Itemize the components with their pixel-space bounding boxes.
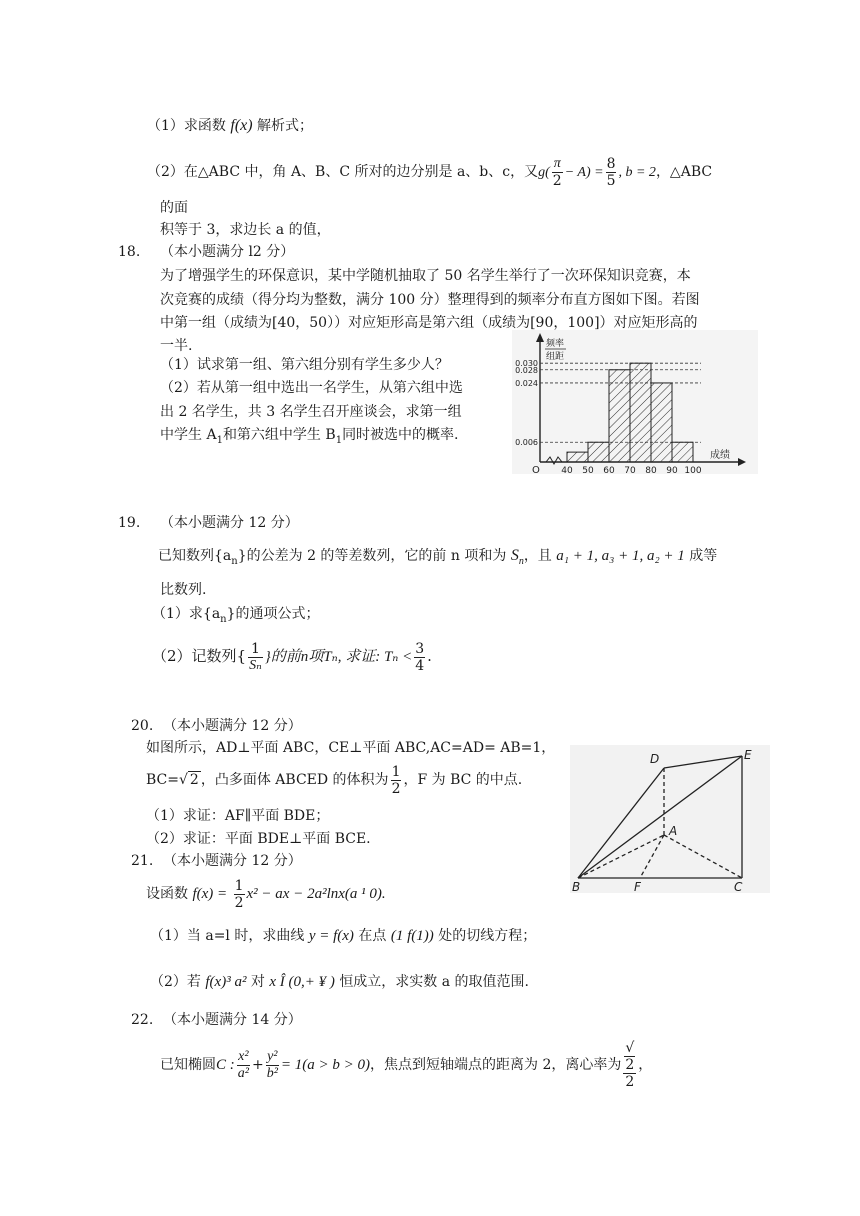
x-tick-label: 100 bbox=[684, 466, 702, 474]
x-tick-label: 60 bbox=[603, 466, 615, 474]
q18-number: 18. bbox=[118, 244, 141, 260]
q21-number: 21. bbox=[131, 853, 154, 869]
q22-header: （本小题满分 14 分） bbox=[163, 1012, 302, 1028]
q19-header: （本小题满分 12 分） bbox=[160, 515, 299, 531]
q19-number: 19. bbox=[118, 515, 141, 531]
q21-intro: 设函数 f(x) = $\frac{1}{2}$ x² − ax − 2a²lnx(a ¹ 0). bbox=[146, 877, 386, 911]
q18-intro-2: 次竞赛的成绩（得分均为整数，满分 100 分）整理得到的频率分布直方图如下图。若图 bbox=[160, 292, 700, 308]
histogram-bar bbox=[609, 370, 630, 462]
q18-part-2c: 中学生 $A_1$和第六组中学生 $B_1$同时被选中的概率. bbox=[160, 427, 459, 446]
q22-number: 22. bbox=[131, 1012, 154, 1028]
edge-DE bbox=[664, 756, 742, 768]
q20-header: （本小题满分 12 分） bbox=[163, 718, 302, 734]
origin-label: O bbox=[532, 465, 540, 474]
q21-part-1: （1）当 a=l 时，求曲线 y = f(x) 在点 (1 f(1)) 处的切线方程； bbox=[150, 928, 537, 944]
label-F: F bbox=[634, 880, 641, 893]
y-tick-label: 0.028 bbox=[515, 365, 538, 375]
one-over-Sn: $\frac{1}{\text{Sₙ}}$ bbox=[249, 640, 262, 673]
edge-BA bbox=[578, 835, 664, 878]
x-tick-label: 90 bbox=[666, 466, 678, 474]
q19-intro: 已知数列$\{a_n\}$的公差为 2 的等差数列，它的前 n 项和为 $S_n$，且 a₁ + 1, a₃ + 1, a₂ + 1 成等 bbox=[158, 547, 718, 567]
x-axis-arrow bbox=[738, 458, 746, 466]
y-tick-label: 0.024 bbox=[515, 378, 538, 388]
label-C: C bbox=[734, 880, 743, 893]
eight-fifths: $\frac{8}{5}$ bbox=[606, 155, 616, 189]
histogram-bar bbox=[672, 442, 693, 462]
edge-BE bbox=[578, 756, 742, 878]
x2-over-a2: $\frac{\text{x²}}{\text{a²}}$ bbox=[237, 1048, 249, 1081]
q21-header: （本小题满分 12 分） bbox=[163, 853, 302, 869]
sqrt2-over-2: √ 2 2 bbox=[625, 1040, 635, 1090]
pi-over-2: $\frac{\pi}{2}$ bbox=[552, 155, 562, 189]
y-axis-label-bottom: 组距 bbox=[546, 352, 565, 362]
y-axis-label-top: 频率 bbox=[546, 339, 565, 349]
q21-part-2: （2）若 f(x)³ a² 对 x Î (0,+ ¥ ) 恒成立，求实数 a 的取值范围. bbox=[150, 974, 530, 990]
q18-intro-3: 中第一组（成绩为[40，50））对应矩形高是第六组（成绩为[90，100]）对应矩形高的 bbox=[160, 315, 698, 331]
x-tick-label: 50 bbox=[582, 466, 594, 474]
one-half: $\frac{1}{2}$ bbox=[391, 763, 401, 797]
polyhedron-figure bbox=[570, 745, 770, 893]
x-tick-label: 40 bbox=[561, 466, 573, 474]
q18-intro-4: 一半. bbox=[160, 338, 193, 354]
q17-line2: 的面 bbox=[160, 200, 188, 216]
q18-intro-1: 为了增强学生的环保意识，某中学随机抽取了 50 名学生举行了一次环保知识竞赛，本 bbox=[160, 268, 691, 284]
edge-AC bbox=[664, 835, 742, 878]
q20-intro-2: BC=√ 2 ，凸多面体 ABCED 的体积为 $\frac{1}{2}$ ，F 为 BC 的中点. bbox=[146, 763, 523, 797]
q20-part-1: （1）求证：AF∥平面 BDE； bbox=[146, 808, 330, 824]
one-half-21: $\frac{1}{2}$ bbox=[234, 877, 244, 911]
q20-number: 20. bbox=[131, 718, 154, 734]
q18-part-2b: 出 2 名学生，共 3 名学生召开座谈会，求第一组 bbox=[160, 404, 462, 420]
q19-part-2: （2）记数列{ $\frac{1}{\text{Sₙ}}$ }的前n项Tₙ, 求证: Tₙ < $\frac{3}{4}$ . bbox=[152, 640, 432, 674]
q18-part-1: （1）试求第一组、第六组分别有学生多少人？ bbox=[160, 357, 449, 373]
label-E: E bbox=[744, 748, 752, 762]
label-D: D bbox=[650, 752, 660, 766]
label-B: B bbox=[572, 880, 581, 893]
frequency-histogram bbox=[512, 330, 758, 474]
q18-header: （本小题满分 l2 分） bbox=[160, 244, 295, 260]
edge-AF bbox=[640, 835, 664, 878]
histogram-bar bbox=[588, 442, 609, 462]
three-fourths: $\frac{3}{4}$ bbox=[415, 640, 425, 674]
histogram-bar bbox=[630, 363, 651, 462]
x-tick-label: 70 bbox=[624, 466, 636, 474]
x-axis-label: 成绩 bbox=[710, 450, 730, 461]
histogram-bar bbox=[567, 452, 588, 462]
y-tick-label: 0.006 bbox=[515, 438, 538, 448]
q20-part-2: （2）求证：平面 BDE⊥平面 BCE. bbox=[146, 831, 371, 847]
q19-part-1: （1）求$\{a_n\}$的通项公式； bbox=[152, 606, 320, 625]
q17-part1: （1）求函数 f(x) 解析式； bbox=[147, 117, 314, 134]
y-tick-label: 0.030 bbox=[515, 359, 538, 369]
q17-fx: f(x) bbox=[230, 117, 253, 134]
y2-over-b2: $\frac{\text{y²}}{\text{b²}}$ bbox=[266, 1048, 278, 1081]
q17-line3: 积等于 3，求边长 a 的值， bbox=[160, 222, 331, 238]
label-A: A bbox=[669, 824, 678, 838]
q22-intro: 已知椭圆C : $\frac{\text{x²}}{\text{a²}}$ + $\frac{\text{y²}}{\text{b²}}$ = 1(a > b > 0)，焦点到短轴端点的距离为 2，离心率为 √ 2 2 ， bbox=[160, 1040, 653, 1090]
q20-intro-1: 如图所示，AD⊥平面 ABC，CE⊥平面 ABC,AC=AD= AB=1， bbox=[146, 740, 556, 756]
y-axis-arrow bbox=[536, 333, 544, 342]
histogram-bar bbox=[651, 383, 672, 462]
x-tick-label: 80 bbox=[645, 466, 657, 474]
q17-part2: （2）在△ABC 中，角 A、B、C 所对的边分别是 a、b、c，又g( $\frac{\pi}{2}$ − A) = $\frac{8}{5}$ , b = 2，△ABC bbox=[147, 155, 713, 189]
q18-part-2a: （2）若从第一组中选出一名学生，从第六组中选 bbox=[160, 380, 463, 396]
axis-break bbox=[546, 457, 562, 464]
q19-intro-2: 比数列. bbox=[160, 582, 207, 598]
